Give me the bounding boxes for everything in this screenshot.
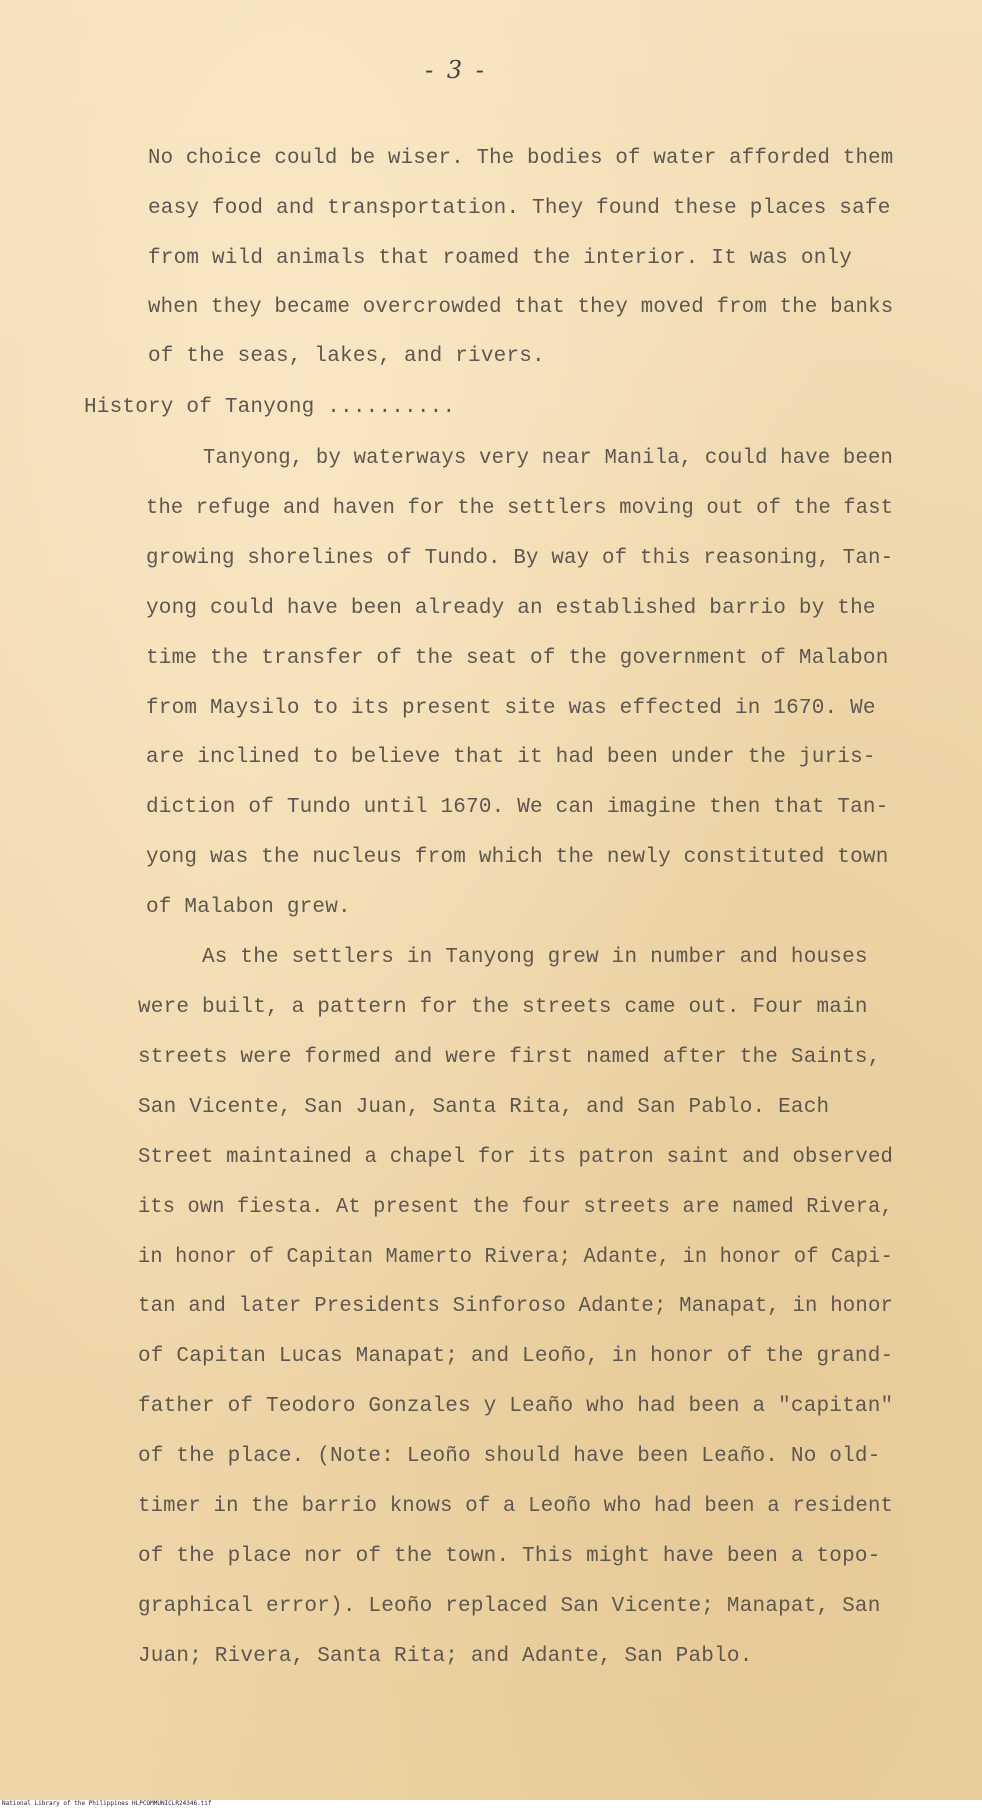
text-line: time the transfer of the seat of the government of Malabon bbox=[146, 647, 889, 670]
text-line: As the settlers in Tanyong grew in number and houses bbox=[202, 946, 868, 969]
text-line: tan and later Presidents Sinforoso Adante; Manapat, in honor bbox=[138, 1295, 894, 1318]
text-line: of Capitan Lucas Manapat; and Leoño, in honor of the grand- bbox=[138, 1345, 894, 1368]
text-line: graphical error). Leoño replaced San Vicente; Manapat, San bbox=[138, 1595, 881, 1618]
page-number: - 3 - bbox=[425, 56, 487, 84]
text-line: the refuge and haven for the settlers moving out of the fast bbox=[146, 497, 894, 520]
text-line: diction of Tundo until 1670. We can imagine then that Tan- bbox=[146, 796, 889, 819]
text-line: from wild animals that roamed the interior. It was only bbox=[148, 247, 853, 270]
text-line: in honor of Capitan Mamerto Rivera; Adante, in honor of Capi- bbox=[138, 1246, 893, 1269]
text-line: timer in the barrio knows of a Leoño who had been a resident bbox=[138, 1495, 894, 1518]
text-line: easy food and transportation. They found these places safe bbox=[148, 197, 891, 220]
text-line: when they became overcrowded that they moved from the banks bbox=[148, 296, 894, 319]
text-line: yong could have been already an established barrio by the bbox=[146, 597, 876, 620]
text-line: were built, a pattern for the streets came out. Four main bbox=[138, 996, 868, 1019]
text-line: streets were formed and were first named after the Saints, bbox=[138, 1046, 881, 1069]
text-line: Juan; Rivera, Santa Rita; and Adante, San Pablo. bbox=[138, 1645, 753, 1668]
section-heading: History of Tanyong .......... bbox=[84, 396, 456, 419]
text-line: yong was the nucleus from which the newly constituted town bbox=[146, 846, 889, 869]
text-line: from Maysilo to its present site was effected in 1670. We bbox=[146, 697, 876, 720]
text-line: Street maintained a chapel for its patron saint and observed bbox=[138, 1146, 894, 1169]
text-line: of the place. (Note: Leoño should have been Leaño. No old- bbox=[138, 1445, 881, 1468]
text-line: of the seas, lakes, and rivers. bbox=[148, 345, 545, 368]
text-line: of Malabon grew. bbox=[146, 896, 351, 919]
text-line: are inclined to believe that it had been under the juris- bbox=[146, 746, 876, 769]
text-line: of the place nor of the town. This might have been a topo- bbox=[138, 1545, 881, 1568]
text-line: No choice could be wiser. The bodies of water afforded them bbox=[148, 147, 894, 170]
scan-footer bbox=[0, 1800, 982, 1808]
text-line: Tanyong, by waterways very near Manila, could have been bbox=[203, 447, 894, 470]
text-line: growing shorelines of Tundo. By way of this reasoning, Tan- bbox=[146, 547, 894, 570]
text-line: its own fiesta. At present the four streets are named Rivera, bbox=[138, 1196, 893, 1219]
text-line: father of Teodoro Gonzales y Leaño who had been a "capitan" bbox=[138, 1395, 894, 1418]
text-line: San Vicente, San Juan, Santa Rita, and San Pablo. Each bbox=[138, 1096, 830, 1119]
footer-caption: National Library of the Philippines HLPCOMMUNICLR24346.tif bbox=[2, 1800, 212, 1807]
